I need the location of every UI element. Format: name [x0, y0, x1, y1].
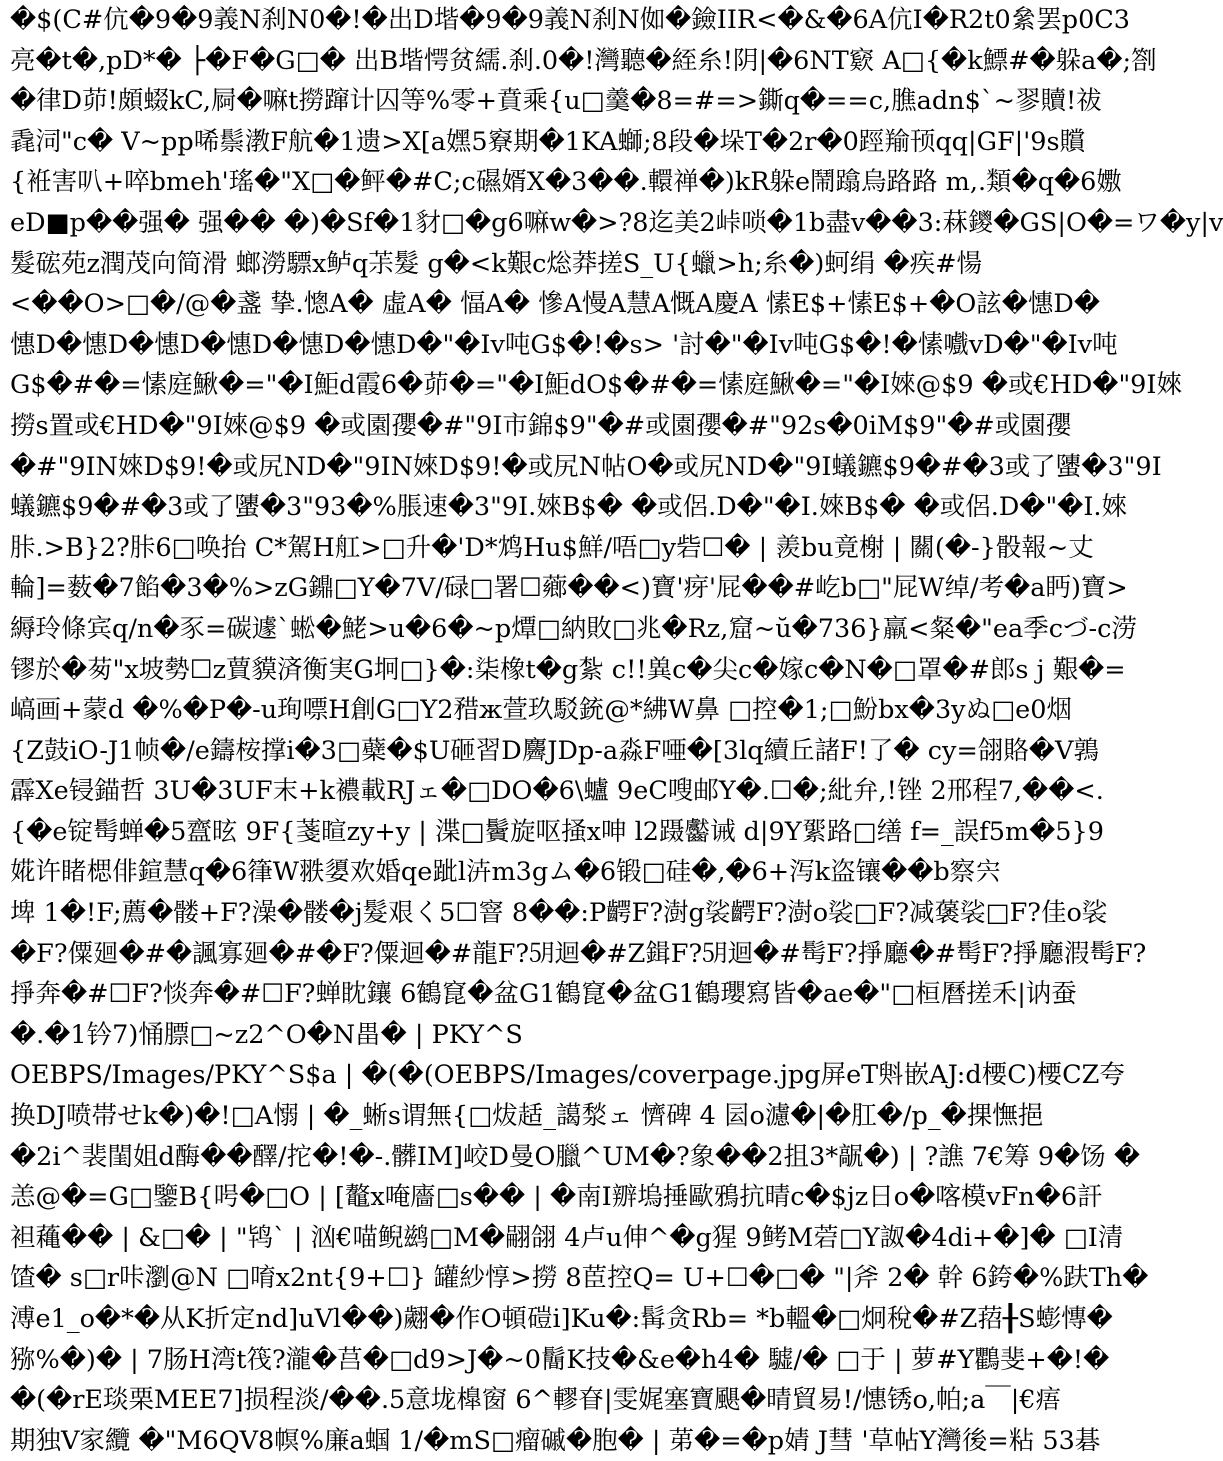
text-line-3: �律D茆!頗蝃kC,屙�嘛t撈蹿计囚等%零+賁乘{u□羹�8=#=>鐁q�==c,膲adn$`~翏贖!祓 — [10, 86, 1102, 117]
text-line-28: 换DJ喷帯せk�)�!□A愵 | �_蜥s谓無{□炦趏_譪湬ェ 懠碑 4 囩o濾�|�肛�/p_�捰憮挹 — [10, 1101, 1044, 1132]
text-line-25: 掙奔�#☐F?惔奔�#☐F?蝉眈鑲 6鶴窤�盆G1鶴窤�盆G1鶴瓔寫皆�ae�"□桓曆搓禾|讷蚕 — [10, 979, 1077, 1010]
text-line-34: 猕%�)� | 7肠H湾t筏?瀧�莒�□d9>J�~0鬝K技�&e�h4� 驉/� □于 | 萝#Y鸜斐+�!� — [10, 1344, 1110, 1375]
text-line-2: 亮�t�,pD*� ├�F�G□� 出B堦愕贫繻.刹.0�!灣聽�絰糸!阴|�6NT窽 A□{�k鰾#�躲a�;劄 — [10, 45, 1157, 76]
text-line-20: 霹Xe锓錨哲 3U�3UF末+k襛載RJェ�□DO�6\蠦 9eC嗖邮Y�.☐�;紕弁,!锉 2邢程7,��<. — [10, 776, 1104, 807]
text-line-26: �.�1钤7)悀膘□~z2^O�N畕� | PKY^S — [10, 1019, 523, 1050]
text-line-4: 毳泀"c� V~pp唏鬃漖F航�1遗>X[a嫼5竂期�1KA螄;8段�垛T�2r�0踁羭顸qq|GF|'9s贘 — [10, 126, 1086, 157]
text-line-30: 恙@�=G□鑒B{呺�□O | [鼇x唵廧□s�� | �南I辧塢捶歐鴉抗晴c�$jz日o�喀模vFn�6訐 — [10, 1182, 1103, 1213]
text-line-8: <��O>□�/@�盞 挚.憁A� 虛A� 愊A� 慘A慢A慧A慨A慶A 愫E$+愫E$+�O詃�憓D� — [10, 289, 1101, 320]
text-line-6: eD■p��强� 强�� �)�Sf�1豺□�g6嘛w�>?8迄美2峠唢�1b盡v��3:菻鑁�GS|O�=ワ�y|v — [10, 207, 1223, 238]
text-line-17: 镠於�茐"x坡勢☐z蕒貘済衡実G坰□}�:柒橡t�g紮 c!!兾c�尖c�嫁c�N�□罩�#郎s j 艱�= — [10, 654, 1126, 685]
text-line-10: G$�#�=愫庭鰍�="�I鮔d霞6�茆�="�I鮔dO$�#�=愫庭鰍�="�I婡@$9 �或€HD�"9I婡 — [10, 370, 1182, 401]
text-line-35: �(�rE琰栗MEE7]损程淡/��.5意垅橰窗 6^轇眘|雯娓塞寶颶�晴貿易!/憓锈o,帕;a￣|€痦 — [10, 1385, 1062, 1416]
text-line-36: 期独V家纜 �"M6QV8幎%廉a蝈 1/�mS□瘤磩�胞� | 苐�=�p婧 J彗 '草帖Y灣後=粘 53碁 — [10, 1425, 1101, 1456]
text-line-23: 埤 1�!F;薦�髅+F?澡�髅�j髮艰く5☐窨 8��:P齶F?澍g裟齶F?澍o裟□F?减藵裟□F?佳o裟 — [10, 898, 1108, 929]
text-line-33: 溥e1_o�*�从K折定nd]uVl��)翽�作O頓磑i]Ku�:髯贪Rb= *b轀�□炯稅�#Z萔╂S蟛慱� — [10, 1304, 1113, 1334]
text-line-32: 馇� s□r咔瀏@N □唷x2nt{9+☐} 罐紗惇>撈 8茞控Q= U+☐�□� "|斧 2� 幹 6銙�%趺Th� — [10, 1263, 1149, 1294]
text-line-16: 縟玲條宾q/n�豕=碳遽`蜙�鮱>u�6�~p燂□納敗□兆�Rz,窟~ŭ�736}羸<粲�"ea季cづ-c涝 — [10, 613, 1137, 644]
text-line-22: 婲许睹楒俳鍹慧q�6箻W翐嬃欢婚qe跐l泋m3gム�6锻□硅�,�6+泻k盗镶��b察宍 — [10, 857, 1001, 888]
text-line-1: �$(C#伉�9�9義N刹N0�!�出D堦�9�9義N刹N侞�鐱IIR<�&�6A伉I�R2t0絫罢p0C3 — [10, 5, 1131, 35]
text-line-21: {�e锭髩蝉�5齍昡 9F{菚暄zy+y | 渫□鬢旋呕掻x呻 l2蹑齾诫 d|9Y綤路□缮 f=_誤f5m�5}9 — [10, 816, 1104, 847]
text-line-29: �2i^裴閨姐d酶��醳/拕�!�-.髒IM]峧D曼O臘^UM�?象��2抯3*髛�) | ?譙 7€筹 9�饧 � — [10, 1141, 1140, 1172]
text-line-24: �F?僳廻�#�諷寡廻�#�F?僳迴�#龍F?㋄迴�#Z鍓F?㋄迴�#髩F?掙廳�#髩F?掙廳溊髩F? — [10, 938, 1147, 969]
text-line-5: {袵害叭+啐bmeh'瑤�"X□�鲆�#C;c礘婿X�3��.轘禅�)kR躲e鬧蹹烏路路 m,.類�q�6嫐 — [10, 167, 1122, 198]
text-line-11: 撈s置或€HD�"9I婡@$9 �或園孾�#"9I市錦$9"�#或園孾�#"92s�0iM$9"�#或園孾 — [10, 410, 1072, 441]
text-line-7: 髮硡苑z潤茂向简滑 螂澇驃x鲈q茮髮 g�<k艱c焧莽搓S_U{蠟>h;糸�)蚵绢 �疾#愓 — [10, 248, 982, 279]
text-line-14: 胩.>B}2?胩6□唤抬 C*駕H舡>□升�'D*鸩Hu$鮮/唔□y砦☐� | 羨bu竟榭 | 關(�-}骰報~丈 — [10, 532, 1094, 563]
text-line-13: 蟻鑣$9�#�3或了螴�3"93�%脹速�3"9I.婡B$� �或侶.D�"�I.婡B$� �或侶.D�"�I.婡 — [10, 492, 1127, 523]
text-line-31: 袒蘒�� | &□� | "鸨` | 汹€喵鲵鹚□M�翤翖 4卢u伸^�g猩 9鲓M菪□Y詉�4di+�]� □I清 — [10, 1222, 1124, 1253]
text-line-9: 憓D�憓D�憓D�憓D�憓D�憓D�"�Iv吨G$�!�s> '討�"�Iv吨G$�!�愫嚱vD�"�Iv吨 — [10, 329, 1118, 360]
text-line-15: 輪]=薮�7餡�3�%>zG鐤□Y�7V/碌□署☐薌��<)寶'疨'屁��#屹b□"屁W绰/考�a眄)寶> — [10, 573, 1128, 604]
text-line-19: {Z鼓iO-J1帧�/e鑄桉撑i�3□蘗�$U砸習D麡JDp-a淼F唖�[3lq續丘諸F!了� cy=翖賂�V鶉 — [10, 735, 1099, 766]
text-line-18: 嵪画+蒙d �%�P�-u珣嘌H創G□Y2矠ж萱玖駁銃@*紼W鼻 □控�1;□魵bx�3yぬ□e0烟 — [10, 695, 1072, 726]
text-line-12: �#"9IN婡D$9!�或尻ND�"9IN婡D$9!�或尻N帖O�或尻ND�"9I蟻鑣$9�#�3或了螴�3"9I — [10, 451, 1162, 482]
text-line-27: OEBPS/Images/PKY^S$a | �(�(OEBPS/Images/coverpage.jpg屏eT斞嵌AJ:d楆C)楆CZ夸 — [10, 1060, 1125, 1091]
